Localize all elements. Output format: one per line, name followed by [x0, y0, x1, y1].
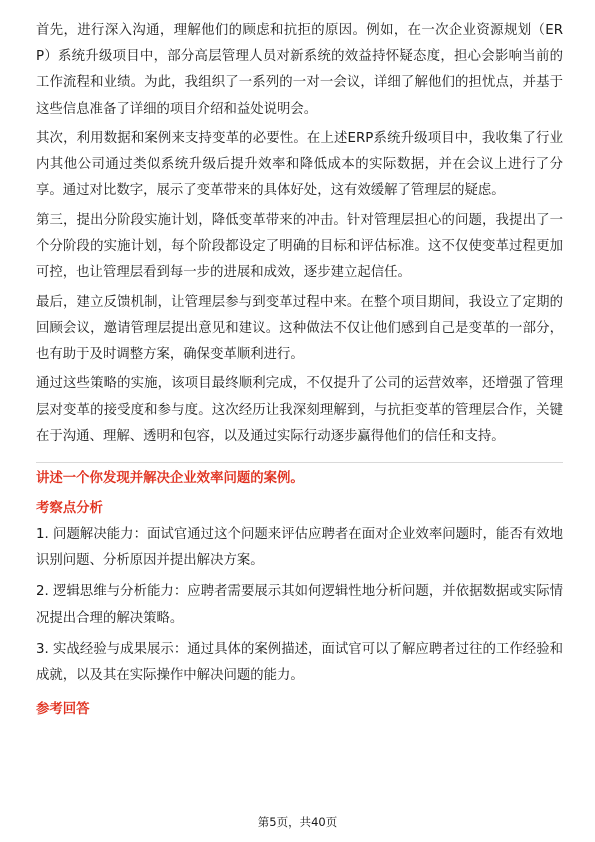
analysis-item: 1. 问题解决能力：面试官通过这个问题来评估应聘者在面对企业效率问题时，能否有效地识别问题、分析原因并提出解决方案。 [36, 527, 563, 569]
question-heading: 讲述一个你发现并解决企业效率问题的案例。 [36, 471, 304, 486]
analysis-item: 2. 逻辑思维与分析能力：应聘者需要展示其如何逻辑性地分析问题，并依据数据或实际情况提出合理的解决策略。 [36, 584, 563, 626]
paragraph-conclusion: 通过这些策略的实施，该项目最终顺利完成，不仅提升了公司的运营效率，还增强了管理层对变革的接受度和参与度。这次经历让我深刻理解到，与抗拒变革的管理层合作，关键在于沟通、理解、透明和包容，以及通过实际行动逐步赢得他们的信任和支持。 [36, 376, 563, 444]
section-divider [36, 462, 563, 463]
paragraph-feedback: 最后，建立反馈机制，让管理层参与到变革过程中来。在整个项目期间，我设立了定期的回顾会议，邀请管理层提出意见和建议。这种做法不仅让他们感到自己是变革的一部分，也有助于及时调整方案，确保变革顺利进行。 [36, 294, 563, 362]
paragraph-communication: 首先，进行深入沟通，理解他们的顾虑和抗拒的原因。例如，在一次企业资源规划（ERP）系统升级项目中，部分高层管理人员对新系统的效益持怀疑态度，担心会影响当前的工作流程和业绩。为此，我组织了一系列的一对一会议，详细了解他们的担忧点，并基于这些信息准备了详细的项目介绍和益处说明会。 [36, 23, 563, 117]
answer-heading: 参考回答 [36, 702, 90, 718]
analysis-item: 3. 实战经验与成果展示：通过具体的案例描述，面试官可以了解应聘者过往的工作经验和成就，以及其在实际操作中解决问题的能力。 [36, 641, 563, 684]
paragraph-phased-plan: 第三，提出分阶段实施计划，降低变革带来的冲击。针对管理层担心的问题，我提出了一个分阶段的实施计划，每个阶段都设定了明确的目标和评估标准。这不仅使变革过程更加可控，也让管理层看到每一步的进展和成效，逐步建立起信任。 [36, 212, 563, 281]
page-content [36, 18, 563, 723]
analysis-heading: 考察点分析 [36, 501, 103, 516]
page-number-footer: 第5页，共40页 [257, 815, 338, 829]
paragraph-data-cases: 其次，利用数据和案例来支持变革的必要性。在上述ERP系统升级项目中，我收集了行业内其他公司通过类似系统升级后提升效率和降低成本的实际数据，并在会议上进行了分享。通过对比数字，展示了变革带来的具体好处，这有效缓解了管理层的疑虑。 [36, 131, 563, 199]
